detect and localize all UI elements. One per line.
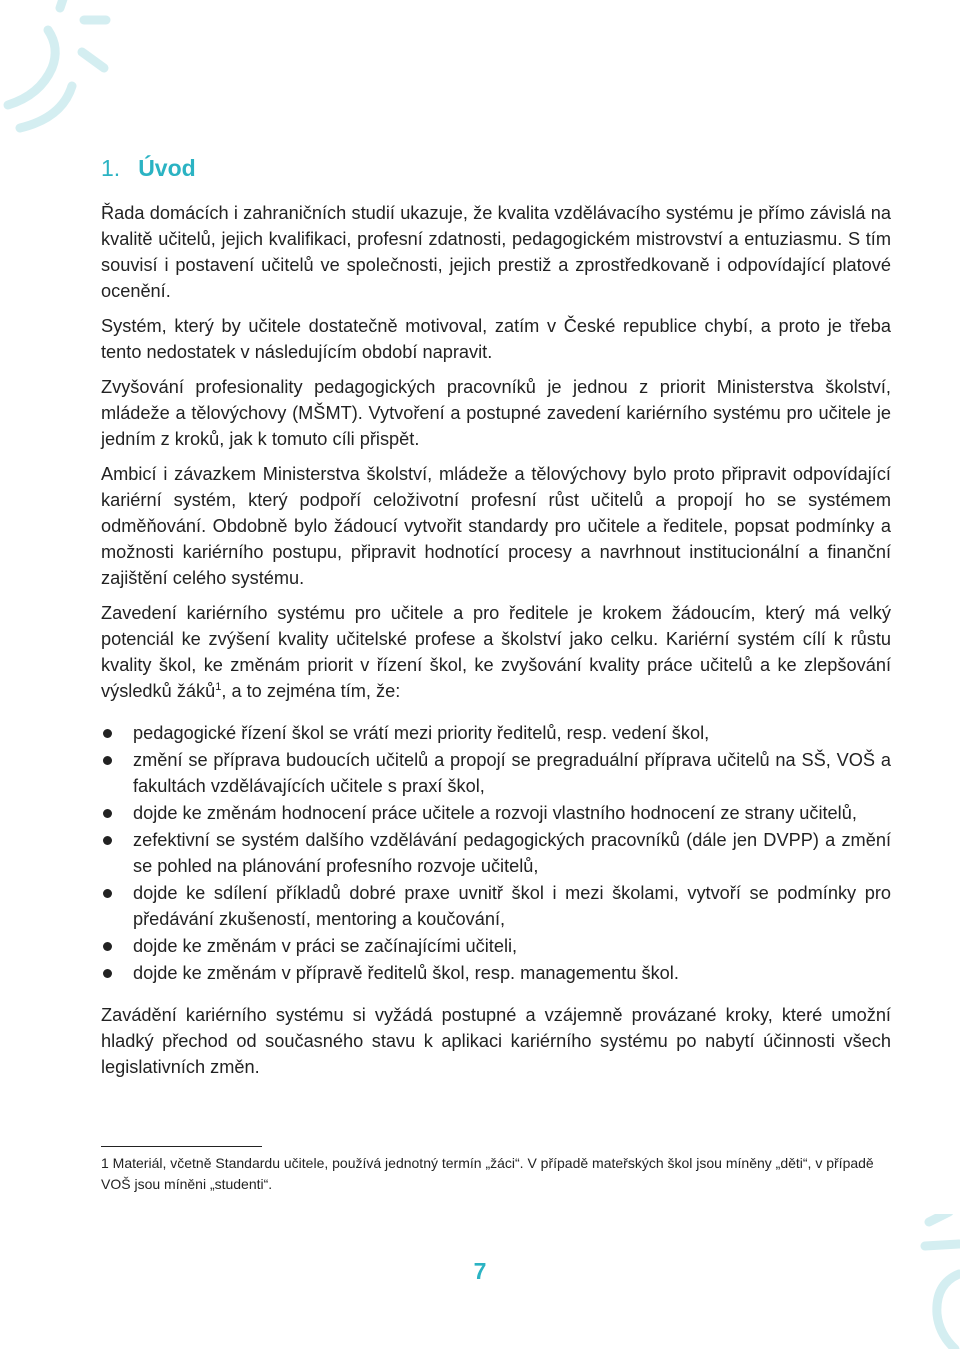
section-title: Úvod [138, 155, 196, 181]
paragraph-1: Řada domácích i zahraničních studií ukazuje, že kvalita vzdělávacího systému je přímo závislá na kvalitě učitelů, jejich kvalifikaci, profesní zdatnosti, pedagogickém mistrovství a entuziasmu. S tím souvisí i postavení učitelů ve společnosti, jejich prestiž a zprostředkovaně i odpovídající platové ocenění. [101, 203, 891, 301]
footnote-divider [101, 1146, 262, 1147]
list-item: pedagogické řízení škol se vrátí mezi priority ředitelů, resp. vedení škol, [101, 720, 891, 746]
lightbulb-decoration-icon [915, 1214, 960, 1349]
paragraph-5-text: Zavedení kariérního systému pro učitele a pro ředitele je krokem žádoucím, který má velký potenciál ke zvýšení kvality učitelské profese a školství jako celku. Kariérní systém cílí k růstu kvality škol, ke změnám priorit v řízení škol, ke zvyšování kvality práce učitelů a ke zlepšování výsledků žáků [101, 603, 891, 701]
list-item: zefektivní se systém dalšího vzdělávání pedagogických pracovníků (dále jen DVPP) a změní se pohled na plánování profesního rozvoje učitelů, [101, 827, 891, 879]
paragraph-2: Systém, který by učitele dostatečně motivoval, zatím v České republice chybí, a proto je třeba tento nedostatek v následujícím období napravit. [101, 316, 891, 362]
section-heading [101, 150, 891, 186]
paragraph-5-tail: , a to zejména tím, že: [221, 681, 401, 701]
paragraph-4: Ambicí i závazkem Ministerstva školství, mládeže a tělovýchovy bylo proto připravit odpovídající kariérní systém, který podpoří celoživotní profesní růst učitelů a propojí ho se systémem odměňování. Obdobně bylo žádoucí vytvořit standardy pro učitele a ředitele, popsat podmínky a možnosti kariérního postupu, připravit hodnotící procesy a navrhnout institucionální a finanční zajištění celého systému. [101, 464, 891, 588]
page-content [101, 150, 891, 1089]
list-item: dojde ke změnám v přípravě ředitelů škol, resp. managementu škol. [101, 960, 891, 986]
page-number: 7 [473, 1258, 487, 1284]
list-item: změní se příprava budoucích učitelů a propojí se pregraduální příprava učitelů na SŠ, VOŠ a fakultách vzdělávajících učitele s praxí škol, [101, 747, 891, 799]
footnote-reference[interactable]: 1 [215, 680, 222, 693]
list-item: dojde ke změnám hodnocení práce učitele a rozvoji vlastního hodnocení ze strany učitelů, [101, 800, 891, 826]
paragraph-3: Zvyšování profesionality pedagogických pracovníků je jednou z priorit Ministerstva školství, mládeže a tělovýchovy (MŠMT). Vytvoření a postupné zavedení kariérního systému pro učitele je jedním z kroků, jak k tomuto cíli přispět. [101, 377, 891, 449]
list-item: dojde ke sdílení příkladů dobré praxe uvnitř škol i mezi školami, vytvoří se podmínky pro předávání zkušeností, mentoring a koučování, [101, 880, 891, 932]
paragraph-5 [101, 600, 891, 704]
list-item: dojde ke změnám v práci se začínajícími učiteli, [101, 933, 891, 959]
section-number: 1. [101, 155, 121, 181]
lightbulb-decoration-icon [0, 0, 120, 135]
closing-paragraph: Zavádění kariérního systému si vyžádá postupné a vzájemně provázané kroky, které umožní hladký přechod od současného stavu k aplikaci kariérního systému po nabytí účinnosti všech legislativních změn. [101, 1005, 891, 1077]
bullet-list [101, 720, 891, 986]
footnote: 1 Materiál, včetně Standardu učitele, používá jednotný termín „žáci“. V případě mateřských škol jsou míněny „děti“, v případě VOŠ jsou míněni „studenti“. [101, 1155, 874, 1192]
